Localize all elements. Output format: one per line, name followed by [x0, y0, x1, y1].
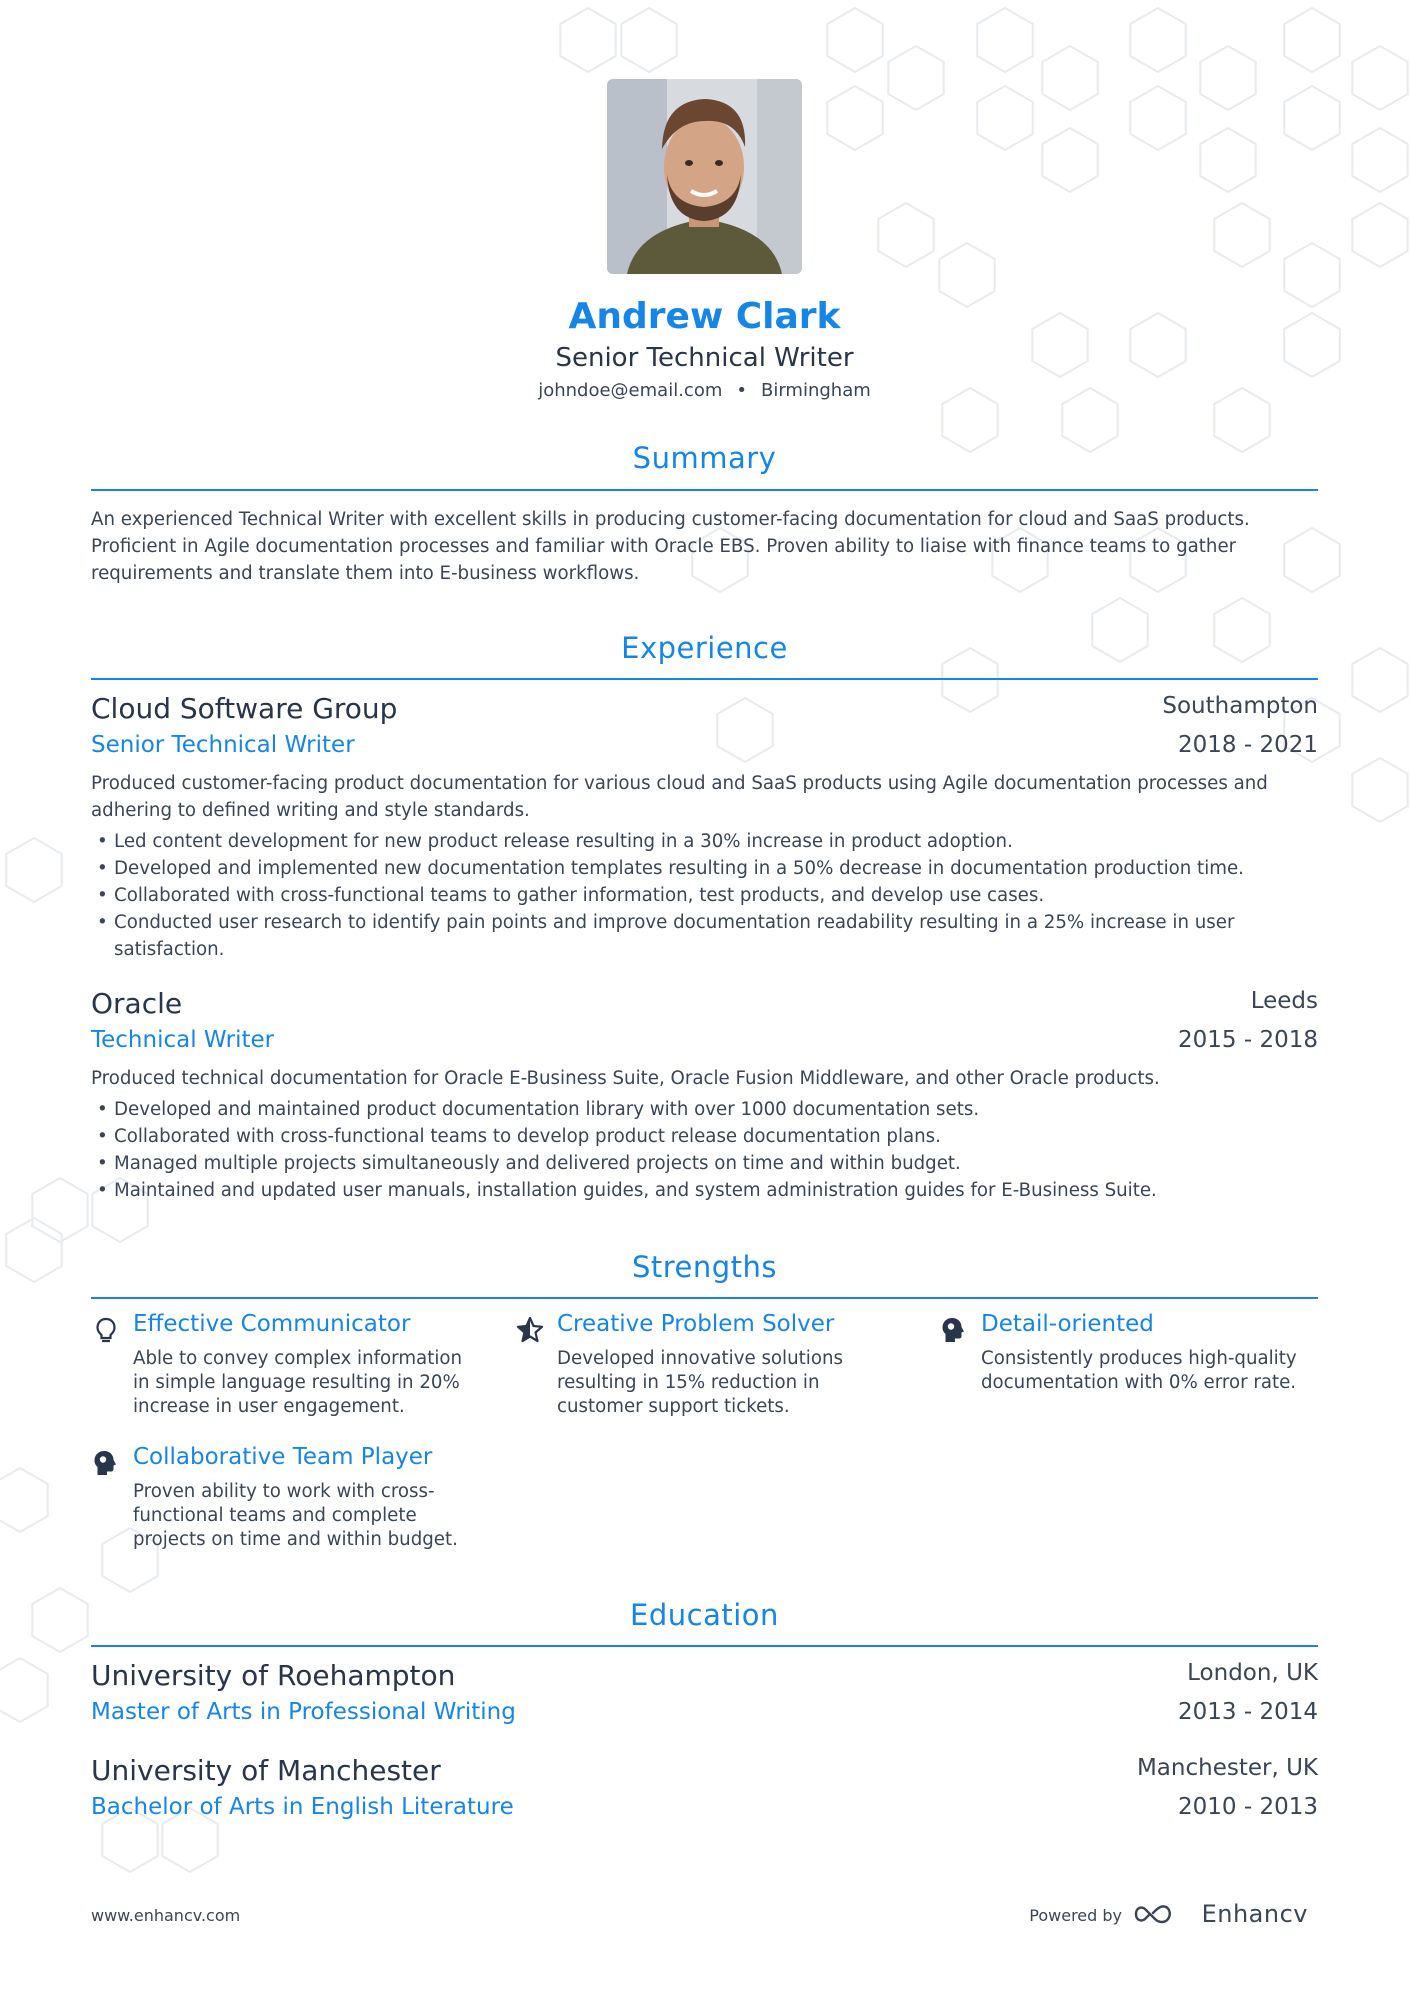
job-bullet: • Conducted user research to identify pain points and improve documentation readability resulting in a 25% increase in user satisfaction.: [91, 909, 1318, 963]
education-school: University of Roehampton: [91, 1659, 456, 1692]
footer-website[interactable]: www.enhancv.com: [91, 1906, 241, 1925]
summary-divider: [91, 489, 1318, 491]
resume-content: [91, 0, 1318, 1995]
job-bullets: [91, 828, 1318, 963]
strength-description: Proven ability to work with cross-functional teams and complete projects on time and within budget.: [133, 1481, 458, 1550]
job-role: Senior Technical Writer: [91, 732, 355, 758]
powered-by-text: Powered by: [1029, 1906, 1122, 1925]
background-hexagon: [6, 838, 61, 902]
brain-head-icon: [939, 1315, 969, 1345]
email-text[interactable]: johndoe@email.com: [538, 380, 723, 401]
job-bullet: • Maintained and updated user manuals, installation guides, and system administration guides for E-Business Suite.: [91, 1177, 1318, 1204]
strength-title: Creative Problem Solver: [557, 1311, 835, 1337]
star-icon: [515, 1315, 545, 1345]
job-dates: 2015 - 2018: [1178, 1027, 1318, 1053]
job-role: Technical Writer: [91, 1027, 275, 1053]
background-hexagon: [1352, 46, 1407, 110]
job-location: Southampton: [1162, 693, 1318, 719]
background-hexagon: [32, 1588, 87, 1652]
experience-divider: [91, 678, 1318, 680]
education-degree: Master of Arts in Professional Writing: [91, 1699, 516, 1725]
education-dates: 2010 - 2013: [1178, 1794, 1318, 1820]
strengths-heading: Strengths: [631, 1250, 778, 1284]
job-bullet: • Developed and implemented new documentation templates resulting in a 50% decrease in documentation production time.: [91, 855, 1318, 882]
strength-title: Detail-oriented: [981, 1311, 1154, 1337]
education-dates: 2013 - 2014: [1178, 1699, 1318, 1725]
background-hexagon: [1352, 128, 1407, 192]
education-degree: Bachelor of Arts in English Literature: [91, 1794, 514, 1820]
education-divider: [91, 1645, 1318, 1647]
contact-line: [91, 380, 1318, 401]
job-bullet: • Managed multiple projects simultaneously and delivered projects on time and within budget.: [91, 1150, 1318, 1177]
strength-title: Effective Communicator: [133, 1311, 411, 1337]
education-heading: Education: [630, 1598, 779, 1632]
job-bullet: • Collaborated with cross-functional teams to develop product release documentation plans.: [91, 1123, 1318, 1150]
candidate-title: Senior Technical Writer: [555, 343, 854, 373]
background-hexagon: [0, 1658, 48, 1722]
background-hexagon: [1352, 648, 1407, 712]
enhancv-logo-icon: [1132, 1900, 1178, 1928]
summary-heading: Summary: [632, 441, 777, 475]
strength-description: Able to convey complex information in simple language resulting in 20% increase in user engagement.: [133, 1348, 463, 1417]
candidate-name: Andrew Clark: [568, 296, 841, 337]
footer-branding: [948, 1894, 1308, 1934]
brand-name: Enhancv: [1201, 1900, 1308, 1928]
strength-title: Collaborative Team Player: [133, 1444, 433, 1470]
job-location: Leeds: [1250, 988, 1318, 1014]
education-school: University of Manchester: [91, 1754, 441, 1787]
summary-text: An experienced Technical Writer with excellent skills in producing customer-facing documentation for cloud and SaaS products. Proficient in Agile documentation processes and familiar with Oracle EBS. Proven ability to liaise with finance teams to gather requirements and translate them into E-business workflows.: [91, 509, 1250, 584]
job-bullet: • Developed and maintained product documentation library with over 1000 documentation sets.: [91, 1096, 1318, 1123]
job-company: Oracle: [91, 987, 183, 1020]
location-text: Birmingham: [761, 380, 871, 401]
background-hexagon: [1352, 758, 1407, 822]
education-location: London, UK: [1187, 1660, 1318, 1686]
strength-description: Developed innovative solutions resulting in 15% reduction in customer support tickets.: [557, 1348, 843, 1417]
strengths-divider: [91, 1297, 1318, 1299]
experience-heading: Experience: [621, 631, 788, 665]
job-bullets: [91, 1096, 1318, 1204]
lightbulb-icon: [91, 1315, 121, 1345]
avatar: [607, 79, 802, 274]
job-bullet: • Led content development for new product release resulting in a 30% increase in product adoption.: [91, 828, 1318, 855]
background-hexagon: [0, 1468, 48, 1532]
job-dates: 2018 - 2021: [1178, 732, 1318, 758]
education-location: Manchester, UK: [1136, 1755, 1318, 1781]
job-description: Produced technical documentation for Oracle E-Business Suite, Oracle Fusion Middleware, and other Oracle products.: [91, 1068, 1160, 1089]
job-bullet: • Collaborated with cross-functional teams to gather information, test products, and develop use cases.: [91, 882, 1318, 909]
job-description: Produced customer-facing product documentation for various cloud and SaaS products using Agile documentation processes and adhering to defined writing and style standards.: [91, 773, 1268, 821]
brain-head-icon: [91, 1448, 121, 1478]
contact-separator: •: [736, 380, 747, 401]
job-company: Cloud Software Group: [91, 692, 398, 725]
strength-description: Consistently produces high-quality documentation with 0% error rate.: [981, 1348, 1297, 1393]
background-hexagon: [1352, 203, 1407, 267]
